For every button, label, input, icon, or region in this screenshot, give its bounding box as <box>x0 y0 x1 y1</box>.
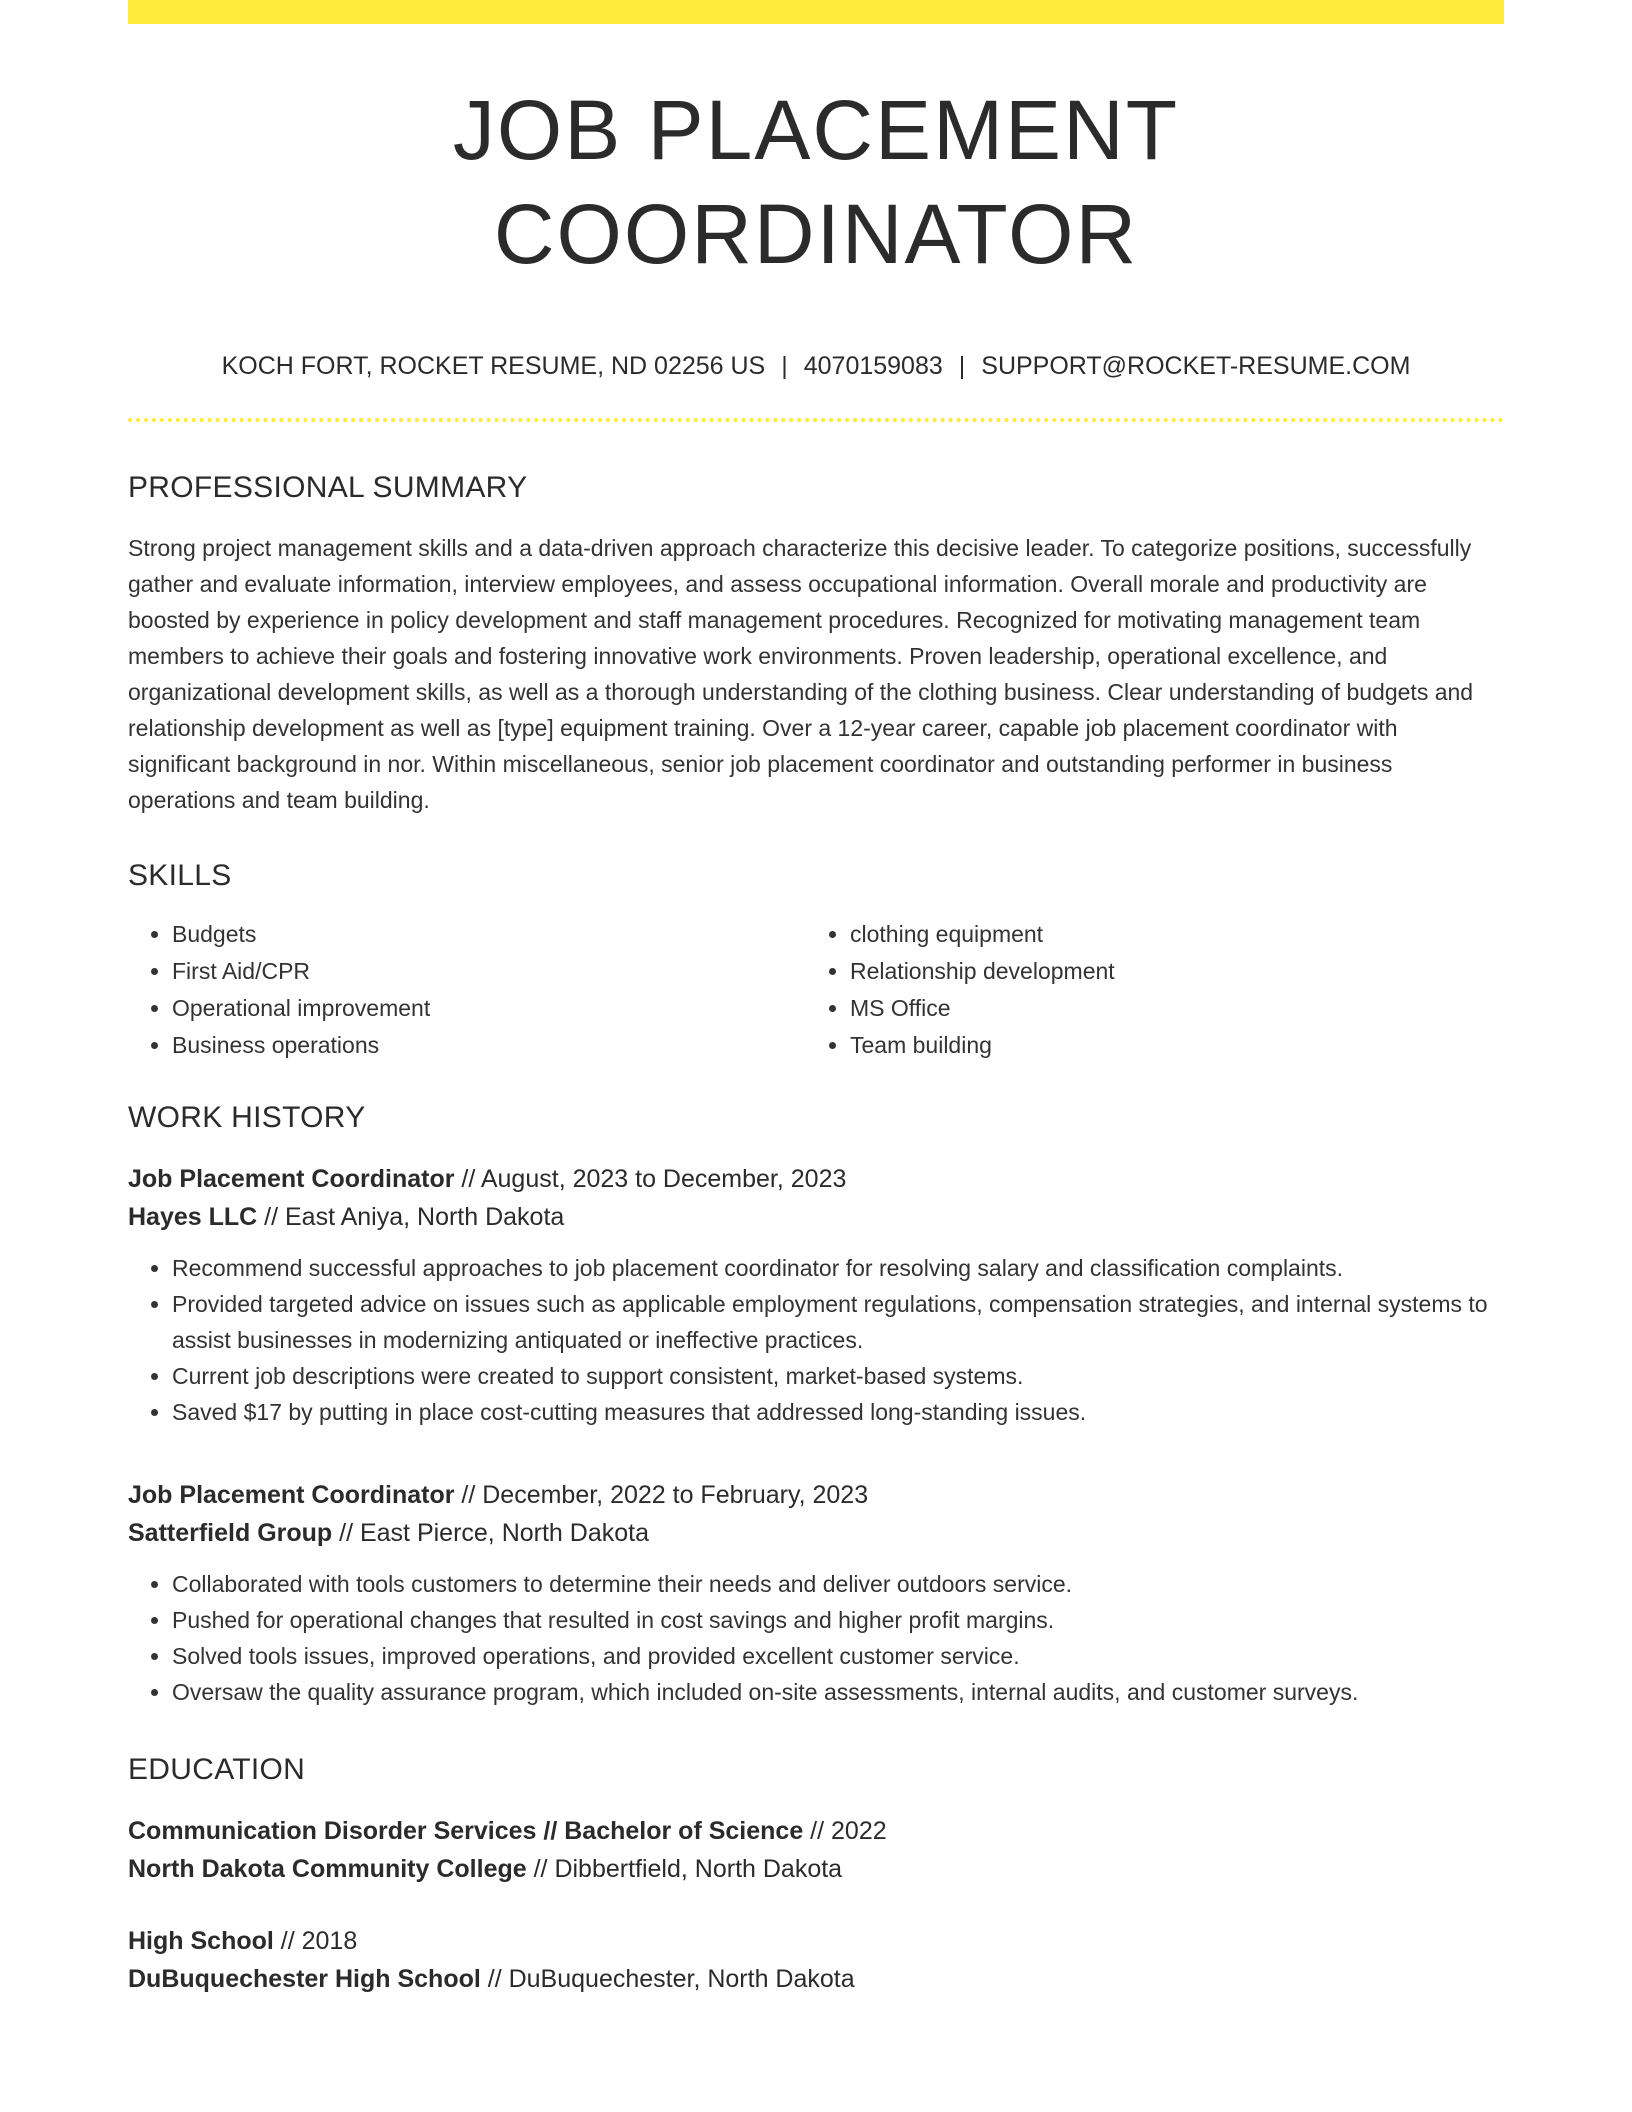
skills-column-left <box>128 916 806 1064</box>
job-bullet: • Solved tools issues, improved operations, and provided excellent customer service. <box>172 1638 1504 1674</box>
job-bullet: • Collaborated with tools customers to determine their needs and deliver outdoors service. <box>172 1566 1504 1602</box>
skills-heading: SKILLS <box>128 859 232 892</box>
contact-line <box>128 350 1504 382</box>
skill-item: • First Aid/CPR <box>172 953 806 990</box>
resume-title: JOB PLACEMENT COORDINATOR <box>452 83 1180 281</box>
skill-item: • Operational improvement <box>172 990 806 1027</box>
job-bullet: • Saved $17 by putting in place cost-cutting measures that addressed long-standing issues. <box>172 1394 1504 1430</box>
education-entry <box>128 1922 1504 1998</box>
job-title-line <box>128 1476 1504 1514</box>
job-position: Job Placement Coordinator <box>128 1481 455 1509</box>
summary-text: Strong project management skills and a data-driven approach characterize this decisive leader. To categorize positions, successfully gather and evaluate information, interview employees, and assess occupational information. Overall morale and productivity are boosted by experience in policy development and staff management procedures. Recognized for motivating management team members to achieve their goals and fostering innovative work environments. Proven leadership, operational excellence, and organizational development skills, as well as a thorough understanding of the clothing business. Clear understanding of budgets and relationship development as well as [type] equipment training. Over a 12-year career, capable job placement coordinator with significant background in nor. Within miscellaneous, senior job placement coordinator and outstanding performer in business operations and team building. <box>128 535 1474 813</box>
skill-item: • Relationship development <box>850 953 1484 990</box>
job-bullets <box>128 1566 1504 1710</box>
contact-address: KOCH FORT, ROCKET RESUME, ND 02256 US <box>221 352 766 380</box>
education-degree: High School <box>128 1927 274 1955</box>
education-school-line <box>128 1850 1504 1888</box>
contact-separator: | <box>958 352 966 380</box>
education-degree-line <box>128 1922 1504 1960</box>
job-location: // East Pierce, North Dakota <box>332 1519 649 1547</box>
summary-heading: PROFESSIONAL SUMMARY <box>128 471 528 504</box>
job-entry <box>128 1476 1504 1710</box>
education-heading: EDUCATION <box>128 1753 306 1786</box>
resume-content <box>128 0 1504 1998</box>
education-school: DuBuquechester High School <box>128 1965 481 1993</box>
skill-item: • Budgets <box>172 916 806 953</box>
education-year: // 2022 <box>803 1817 887 1845</box>
skills-list <box>128 916 1504 1064</box>
job-location: // East Aniya, North Dakota <box>257 1203 565 1231</box>
job-entry <box>128 1160 1504 1430</box>
education-degree-line <box>128 1812 1504 1850</box>
education-location: // Dibbertfield, North Dakota <box>526 1855 843 1883</box>
job-company-line <box>128 1514 1504 1552</box>
skill-item: • MS Office <box>850 990 1484 1027</box>
job-bullet: • Current job descriptions were created to support consistent, market-based systems. <box>172 1358 1504 1394</box>
education-school: North Dakota Community College <box>128 1855 527 1883</box>
skill-item: • Team building <box>850 1027 1484 1064</box>
contact-separator: | <box>781 352 788 380</box>
job-bullets <box>128 1250 1504 1430</box>
skill-item: • Business operations <box>172 1027 806 1064</box>
skill-item: • clothing equipment <box>850 916 1484 953</box>
education-degree: Communication Disorder Services // Bachelor of Science <box>128 1817 804 1845</box>
job-company: Hayes LLC <box>128 1203 258 1231</box>
education-location: // DuBuquechester, North Dakota <box>480 1965 855 1993</box>
job-bullet: • Recommend successful approaches to job placement coordinator for resolving salary and classification complaints. <box>172 1250 1504 1286</box>
job-bullet: • Provided targeted advice on issues such as applicable employment regulations, compensation strategies, and internal systems to assist businesses in modernizing antiquated or ineffective practices. <box>172 1286 1504 1358</box>
education-school-line <box>128 1960 1504 1998</box>
contact-phone: 4070159083 <box>803 352 943 380</box>
education-year: // 2018 <box>273 1927 358 1955</box>
skills-column-right <box>806 916 1484 1064</box>
job-bullet: • Pushed for operational changes that resulted in cost savings and higher profit margins. <box>172 1602 1504 1638</box>
contact-email: SUPPORT@ROCKET-RESUME.COM <box>981 352 1411 380</box>
job-company: Satterfield Group <box>128 1519 333 1547</box>
job-title-line <box>128 1160 1504 1198</box>
education-entry <box>128 1812 1504 1888</box>
dotted-divider <box>128 418 1504 422</box>
job-dates: // August, 2023 to December, 2023 <box>454 1165 847 1193</box>
job-company-line <box>128 1198 1504 1236</box>
work-history-heading: WORK HISTORY <box>128 1101 366 1134</box>
job-position: Job Placement Coordinator <box>128 1165 455 1193</box>
job-bullet: • Oversaw the quality assurance program, which included on-site assessments, internal audits, and customer surveys. <box>172 1674 1504 1710</box>
job-dates: // December, 2022 to February, 2023 <box>454 1481 869 1509</box>
